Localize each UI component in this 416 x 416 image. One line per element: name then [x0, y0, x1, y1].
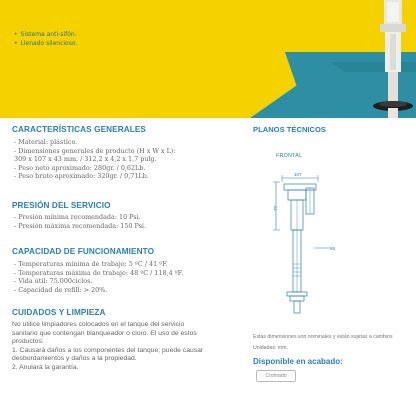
technical-drawing: [272, 168, 344, 320]
dim-width-label: 107: [294, 172, 302, 177]
list-item: - Presión máxima recomendada: 150 Psi.: [14, 221, 146, 230]
list-item: - Capacidad de refill: > 20%.: [14, 285, 108, 294]
list-item: 309 x 107 x 43 mm. / 312,2 x 4,2 x 1,7 pulg.: [14, 155, 157, 164]
list-item: - Presión mínima recomendada: 10 Psi.: [14, 213, 141, 221]
dim-offset-label: 65: [330, 246, 336, 251]
product-photo: [370, 0, 416, 118]
paragraph-line: sanitario que contengan blanqueador o cloro. El uso de estos: [12, 329, 197, 337]
paragraph-line: 1. Causará daños a los componentes del tanque; puede causar: [12, 346, 204, 354]
cuidados-title: CUIDADOS Y LIMPIEZA: [12, 308, 106, 317]
capacidad-title: CAPACIDAD DE FUNCIONAMIENTO: [12, 247, 155, 256]
list-item: - Dimensiones generales de producto (H x W x L):: [14, 146, 176, 155]
cuidados-text: [12, 321, 248, 373]
paragraph-line: desbordamientos y daños a la propiedad.: [12, 355, 137, 363]
presion-list: [14, 213, 146, 230]
caracteristicas-title: CARACTERÍSTICAS GENERALES: [12, 125, 146, 134]
view-label: FRONTAL: [276, 153, 303, 159]
feature-item: • Llenado silencioso.: [14, 39, 77, 48]
list-item: - Temperaturas máxima de trabajo: 48 ºC / 118,4 ºF.: [14, 268, 184, 277]
paragraph-line: No utilice limpiadores colocados en el tanque del servicio: [12, 321, 185, 328]
list-item: - Peso neto aproximado: 280gr. / 0,62Lb.: [14, 163, 146, 172]
paragraph-line: 2. Anulará la garantía.: [12, 363, 79, 371]
banner-background: [0, 0, 416, 118]
finish-option-button[interactable]: Cromado: [256, 370, 296, 382]
dimensions-note: Estas dimensiones son nominales y están sujetas a cambios: [253, 334, 393, 340]
header-banner: [0, 0, 416, 118]
dim-height-label: 77: [273, 205, 278, 211]
caracteristicas-list: [14, 138, 175, 181]
units-note: Unidades: mm.: [253, 345, 288, 351]
list-item: - Vida útil: 75.000ciclos.: [14, 277, 93, 286]
paragraph-line: productos:: [12, 338, 44, 346]
capacidad-list: [14, 260, 183, 294]
presion-title: PRESIÓN DEL SERVICIO: [12, 201, 111, 210]
disponible-title: Disponible en acabado:: [253, 357, 343, 366]
list-item: - Material: plástico.: [14, 138, 78, 146]
list-item: - Peso bruto aproximado: 320gr. / 0,71Lb.: [14, 172, 149, 181]
feature-item: • Sistema anti-sifón.: [14, 30, 77, 39]
feature-list: [14, 30, 77, 48]
list-item: - Temperaturas mínima de trabajo: 5 ºC / 41 ºF.: [14, 260, 168, 268]
planos-title: PLANOS TÉCNICOS: [253, 125, 326, 134]
